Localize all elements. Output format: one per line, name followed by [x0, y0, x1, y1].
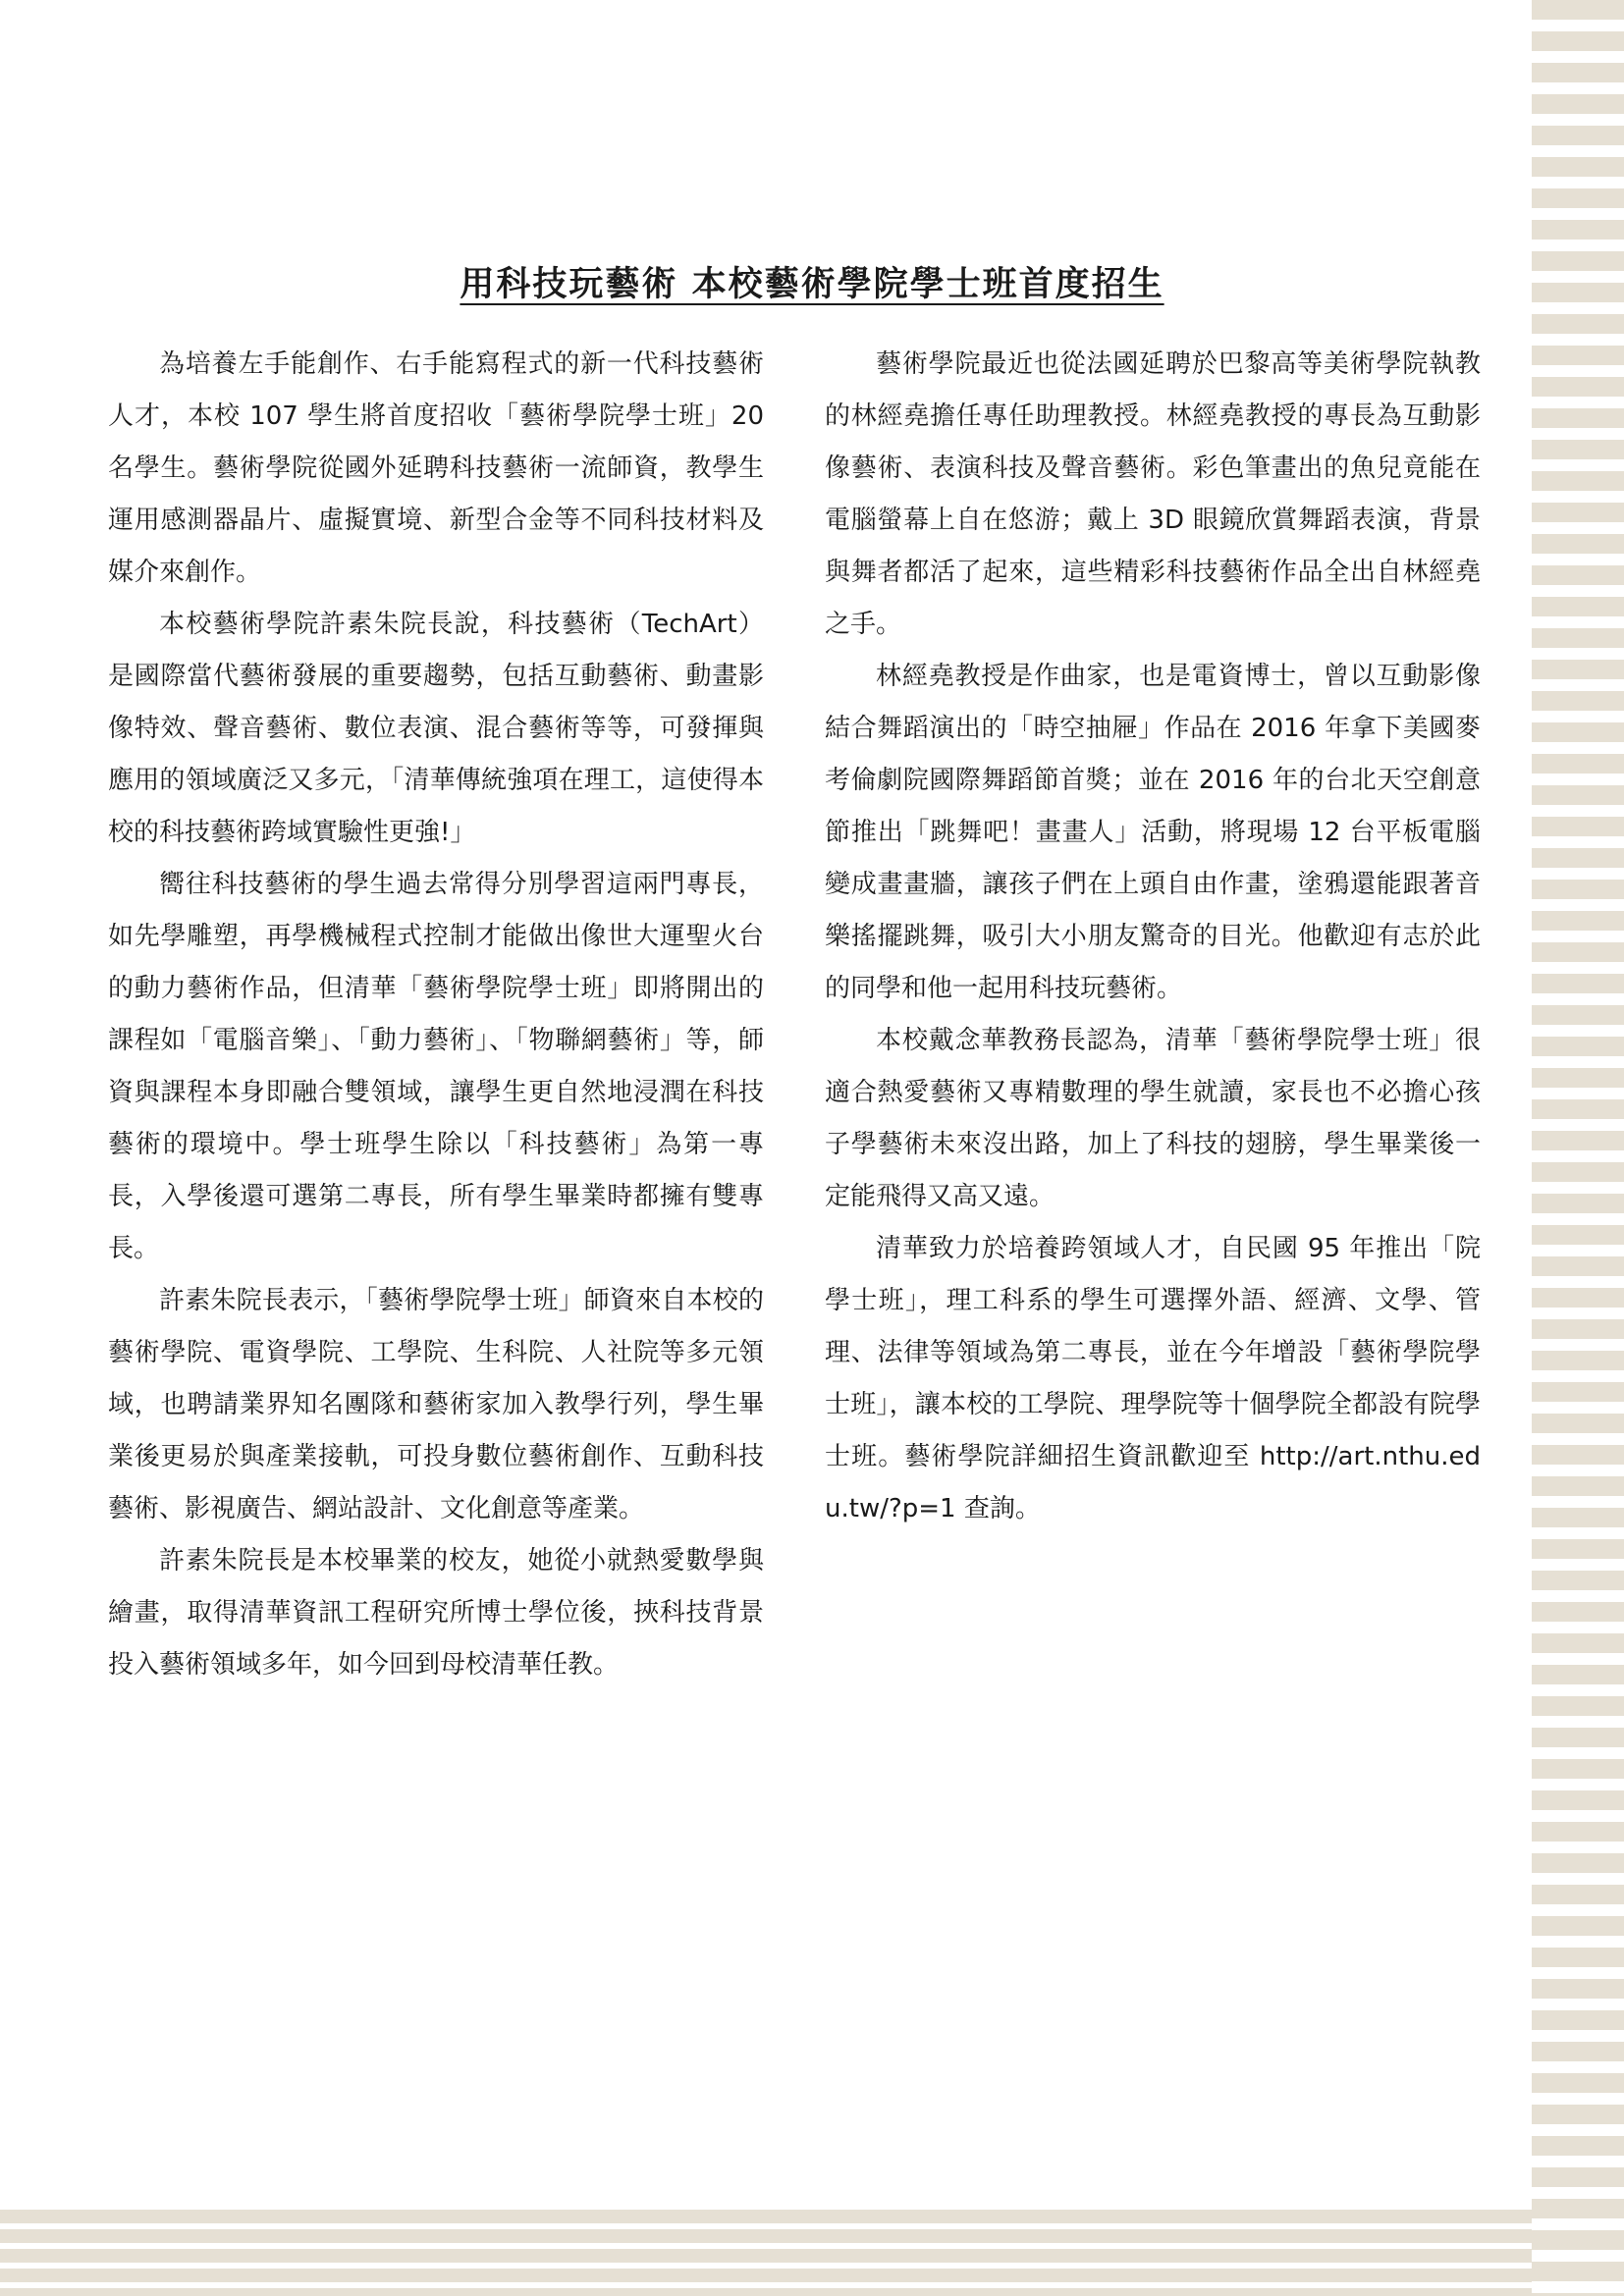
- decorative-right-stripes: [1532, 0, 1624, 2296]
- paragraph: 許素朱院長表示，「藝術學院學士班」師資來自本校的藝術學院、電資學院、工學院、生科院、人社院等多元領域，也聘請業界知名團隊和藝術家加入教學行列，學生畢業後更易於與產業接軌，可投身數位藝術創作、互動科技藝術、影視廣告、網站設計、文化創意等產業。: [108, 1286, 764, 1523]
- paragraph: 林經堯教授是作曲家，也是電資博士，曾以互動影像結合舞蹈演出的「時空抽屜」作品在 2016 年拿下美國麥考倫劇院國際舞蹈節首獎；並在 2016 年的台北天空創意節推出「跳舞吧！畫畫人」活動，將現場 12 台平板電腦變成畫畫牆，讓孩子們在上頭自由作畫，塗鴉還能跟著音樂搖擺跳舞，吸引大小朋友驚奇的目光。他歡迎有志於此的同學和他一起用科技玩藝術。: [825, 662, 1481, 1003]
- article-title: [0, 257, 1624, 306]
- right-column: [825, 339, 1481, 1535]
- paragraph: 許素朱院長是本校畢業的校友，她從小就熱愛數學與繪畫，取得清華資訊工程研究所博士學位後，挾科技背景投入藝術領域多年，如今回到母校清華任教。: [108, 1546, 764, 1680]
- paragraph: 嚮往科技藝術的學生過去常得分別學習這兩門專長，如先學雕塑，再學機械程式控制才能做出像世大運聖火台的動力藝術作品，但清華「藝術學院學士班」即將開出的課程如「電腦音樂」、「動力藝術」、「物聯網藝術」等，師資與課程本身即融合雙領域，讓學生更自然地浸潤在科技藝術的環境中。學士班學生除以「科技藝術」為第一專長，入學後還可選第二專長，所有學生畢業時都擁有雙專長。: [108, 870, 764, 1263]
- left-column: [108, 339, 764, 1691]
- paragraph: 本校藝術學院許素朱院長說，科技藝術（TechArt）是國際當代藝術發展的重要趨勢，包括互動藝術、動畫影像特效、聲音藝術、數位表演、混合藝術等等，可發揮與應用的領域廣泛又多元，「清華傳統強項在理工，這使得本校的科技藝術跨域實驗性更強!」: [108, 610, 764, 847]
- paragraph: 清華致力於培養跨領域人才，自民國 95 年推出「院學士班」，理工科系的學生可選擇外語、經濟、文學、管理、法律等領域為第二專長，並在今年增設「藝術學院學士班」，讓本校的工學院、理學院等十個學院全都設有院學士班。藝術學院詳細招生資訊歡迎至 http://art.nthu.edu.tw/?p=1 查詢。: [825, 1234, 1481, 1523]
- article-title-text: 用科技玩藝術 本校藝術學院學士班首度招生: [460, 264, 1164, 304]
- paragraph: 本校戴念華教務長認為，清華「藝術學院學士班」很適合熱愛藝術又專精數理的學生就讀，家長也不必擔心孩子學藝術未來沒出路，加上了科技的翅膀，學生畢業後一定能飛得又高又遠。: [825, 1026, 1481, 1211]
- decorative-bottom-stripes: [0, 2204, 1532, 2296]
- paragraph: 藝術學院最近也從法國延聘於巴黎高等美術學院執教的林經堯擔任專任助理教授。林經堯教授的專長為互動影像藝術、表演科技及聲音藝術。彩色筆畫出的魚兒竟能在電腦螢幕上自在悠游；戴上 3D 眼鏡欣賞舞蹈表演，背景與舞者都活了起來，這些精彩科技藝術作品全出自林經堯之手。: [825, 349, 1481, 639]
- paragraph: 為培養左手能創作、右手能寫程式的新一代科技藝術人才，本校 107 學生將首度招收「藝術學院學士班」20 名學生。藝術學院從國外延聘科技藝術一流師資，教學生運用感測器晶片、虛擬實境、新型合金等不同科技材料及媒介來創作。: [108, 349, 764, 587]
